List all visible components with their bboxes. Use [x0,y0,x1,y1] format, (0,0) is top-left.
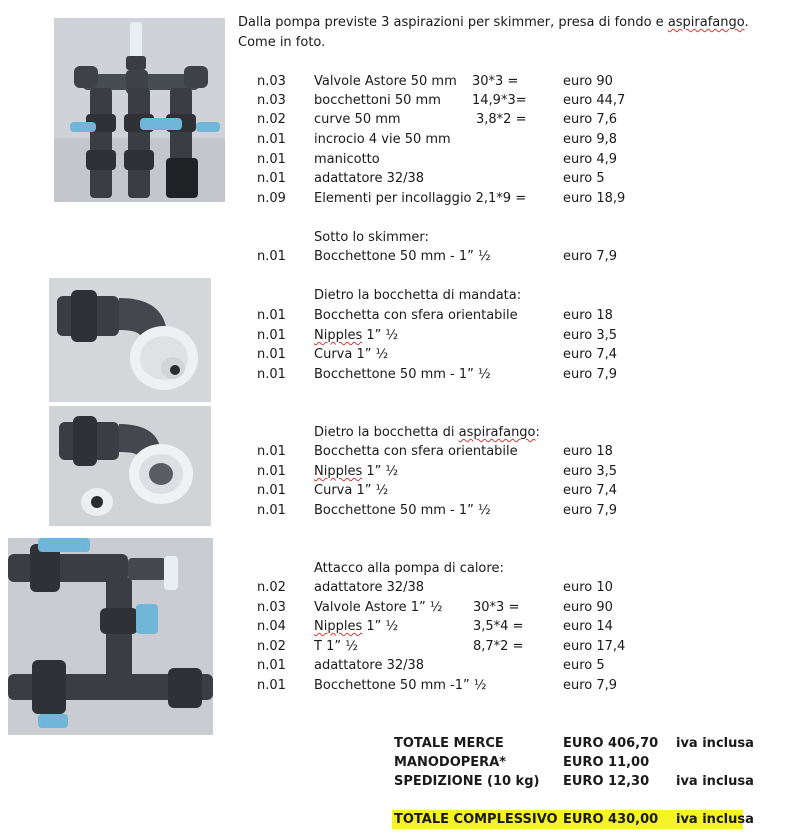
misspelled-word: Nipples [314,619,363,634]
intro-line-2: Come in foto. [238,35,326,50]
row-qty: n.02 [257,639,286,654]
row-calc: 30*3 = [472,74,519,89]
row-price: euro 18,9 [563,191,626,206]
elbow-nozzle-picture [49,278,211,402]
section-heading [314,424,540,441]
row-price: euro 7,4 [563,483,618,498]
total-label: SPEDIZIONE (10 kg) [394,774,540,789]
misspelled-word: Nipples [314,464,363,479]
row-desc: curve 50 mm [314,112,401,127]
row-price: euro 7,9 [563,367,618,382]
row-price: euro 17,4 [563,639,626,654]
row-qty: n.01 [257,464,286,479]
row-price: euro 90 [563,600,613,615]
row-desc: Bocchetta con sfera orientabile [314,444,518,459]
intro-line [238,14,749,31]
total-label: TOTALE MERCE [394,736,504,751]
row-qty: n.02 [257,112,286,127]
row-qty: n.01 [257,132,286,147]
row-qty: n.09 [257,191,286,206]
row-price: euro 5 [563,171,605,186]
elbow-suction-picture [49,406,211,526]
grand-total-label: TOTALE COMPLESSIVO [394,812,558,827]
section-heading: Dietro la bocchetta di mandata: [314,288,522,303]
row-price: euro 18 [563,308,613,323]
row-desc: Bocchettone 50 mm - 1” ½ [314,249,491,264]
row-qty: n.03 [257,93,286,108]
section-heading: Attacco alla pompa di calore: [314,561,504,576]
row-desc: Valvole Astore 1” ½ [314,600,443,615]
total-note: iva inclusa [676,736,754,751]
row-qty: n.01 [257,328,286,343]
row-qty: n.04 [257,619,286,634]
row-desc: adattatore 32/38 [314,658,425,673]
row-qty: n.02 [257,580,286,595]
intro-period: . [744,15,749,30]
row-desc: Bocchetta con sfera orientabile [314,308,518,323]
row-desc: incrocio 4 vie 50 mm [314,132,451,147]
row-price: euro 44,7 [563,93,626,108]
section-heading: Sotto lo skimmer: [314,230,429,245]
row-qty: n.01 [257,678,286,693]
row-desc: Curva 1” ½ [314,347,389,362]
row-qty: n.01 [257,347,286,362]
row-price: euro 14 [563,619,613,634]
row-price: euro 4,9 [563,152,618,167]
row-qty: n.01 [257,152,286,167]
intro-misspelled-word: aspirafango [667,15,745,30]
row-desc: T 1” ½ [314,639,358,654]
total-value: EURO 406,70 [563,736,659,751]
total-value: EURO 11,00 [563,755,650,770]
row-price: euro 10 [563,580,613,595]
total-label: MANODOPERA* [394,755,507,770]
row-desc: bocchettoni 50 mm [314,93,441,108]
row-calc: 3,8*2 = [476,112,527,127]
row-qty: n.01 [257,444,286,459]
heading-colon: : [535,425,540,440]
row-price: euro 7,4 [563,347,618,362]
row-desc: Valvole Astore 50 mm [314,74,457,89]
manifold-pipes-picture [54,18,225,202]
t-connector-picture [8,538,213,735]
row-calc: 30*3 = [473,600,520,615]
row-price: euro 3,5 [563,464,618,479]
total-note: iva inclusa [676,774,754,789]
row-qty: n.01 [257,658,286,673]
row-calc: 3,5*4 = [473,619,524,634]
row-desc: Bocchettone 50 mm - 1” ½ [314,367,491,382]
row-qty: n.01 [257,503,286,518]
row-desc: manicotto [314,152,380,167]
row-calc: 8,7*2 = [473,639,524,654]
delivery-fitting-photo [49,278,211,402]
row-qty: n.01 [257,308,286,323]
row-calc: 14,9*3= [472,93,527,108]
row-qty: n.03 [257,74,286,89]
heat-pump-connection-photo [8,538,213,735]
row-price: euro 90 [563,74,613,89]
row-qty: n.01 [257,171,286,186]
misspelled-word: aspirafango [458,425,536,440]
row-qty: n.01 [257,249,286,264]
manifold-photo [54,18,225,202]
row-price: euro 9,8 [563,132,618,147]
misspelled-word: Nipples [314,328,363,343]
row-qty: n.03 [257,600,286,615]
row-price: euro 7,9 [563,503,618,518]
desc-rest: 1” ½ [362,328,399,343]
row-desc: Bocchettone 50 mm - 1” ½ [314,503,491,518]
heading-text: Dietro la bocchetta di [314,425,459,440]
row-desc: Bocchettone 50 mm -1” ½ [314,678,487,693]
row-desc: adattatore 32/38 [314,171,425,186]
row-price: euro 7,9 [563,678,618,693]
row-desc: adattatore 32/38 [314,580,425,595]
suction-fitting-photo [49,406,211,526]
intro-text: Dalla pompa previste 3 aspirazioni per skimmer, presa di fondo e [238,15,668,30]
grand-total-note: iva inclusa [676,812,754,827]
row-price: euro 7,6 [563,112,618,127]
row-desc [314,618,398,635]
desc-rest: 1” ½ [362,619,399,634]
row-desc [314,463,398,480]
total-value: EURO 12,30 [563,774,650,789]
row-qty: n.01 [257,483,286,498]
row-price: euro 18 [563,444,613,459]
row-desc [314,327,398,344]
row-qty: n.01 [257,367,286,382]
row-price: euro 3,5 [563,328,618,343]
row-price: euro 7,9 [563,249,618,264]
row-price: euro 5 [563,658,605,673]
row-desc: Elementi per incollaggio 2,1*9 = [314,191,527,206]
desc-rest: 1” ½ [362,464,399,479]
row-desc: Curva 1” ½ [314,483,389,498]
grand-total-value: EURO 430,00 [563,812,659,827]
